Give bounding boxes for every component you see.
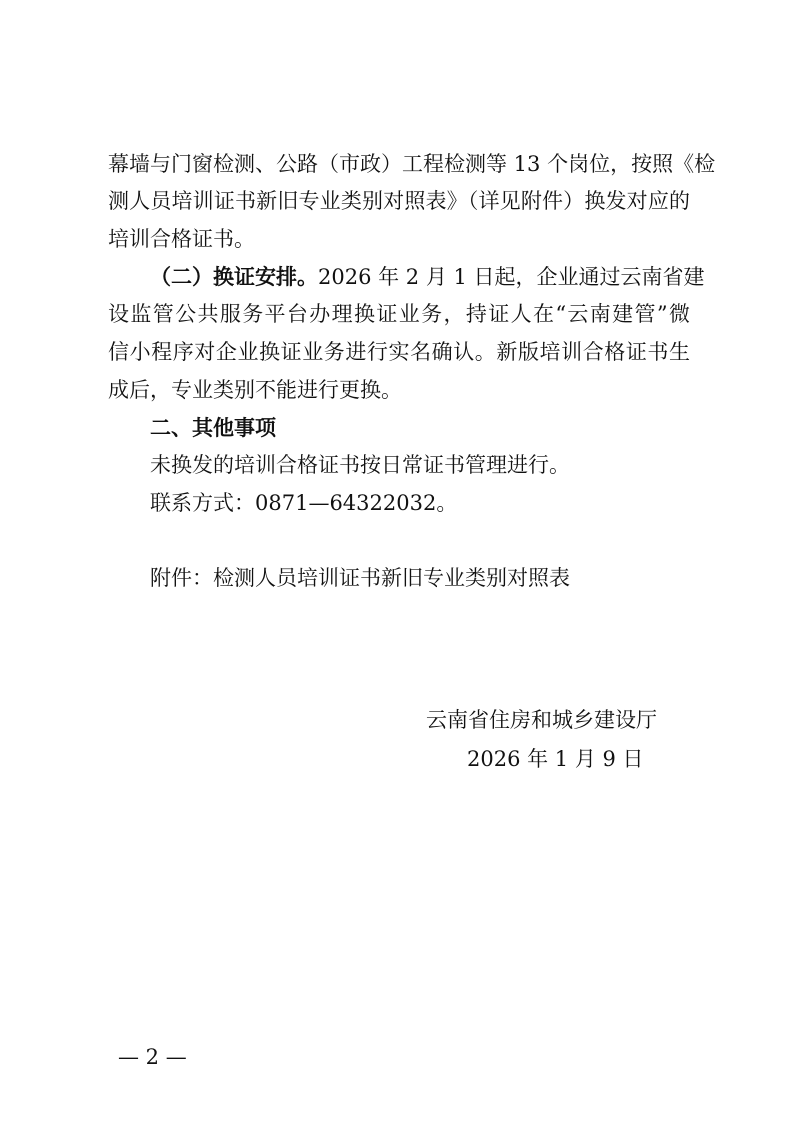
paragraph-line: 测人员培训证书新旧专业类别对照表》（详见附件）换发对应的 (108, 189, 690, 213)
attachment-line: 附件：检测人员培训证书新旧专业类别对照表 (150, 566, 570, 590)
contact-line: 联系方式：0871—64322032。 (150, 491, 458, 515)
paragraph-line: 成后，专业类别不能进行更换。 (108, 378, 402, 402)
paragraph-line: 未换发的培训合格证书按日常证书管理进行。 (150, 453, 570, 477)
paragraph-text: 2026 年 2 月 1 日起，企业通过云南省建 (318, 265, 705, 289)
signature-organization: 云南省住房和城乡建设厅 (426, 708, 657, 732)
paragraph-line: 信小程序对企业换证业务进行实名确认。新版培训合格证书生 (108, 340, 690, 364)
signature-date: 2026 年 1 月 9 日 (467, 747, 644, 771)
paragraph-line: 培训合格证书。 (108, 227, 255, 251)
paragraph-line: 幕墙与门窗检测、公路（市政）工程检测等 13 个岗位，按照《检 (108, 152, 716, 176)
subsection-heading: （二）换证安排。 (150, 264, 318, 289)
section-heading: 二、其他事项 (150, 416, 276, 440)
paragraph-line: 设监管公共服务平台办理换证业务，持证人在“云南建管”微 (108, 302, 690, 326)
page-number: — 2 — (118, 1045, 187, 1069)
subsection-paragraph-line (150, 263, 705, 291)
